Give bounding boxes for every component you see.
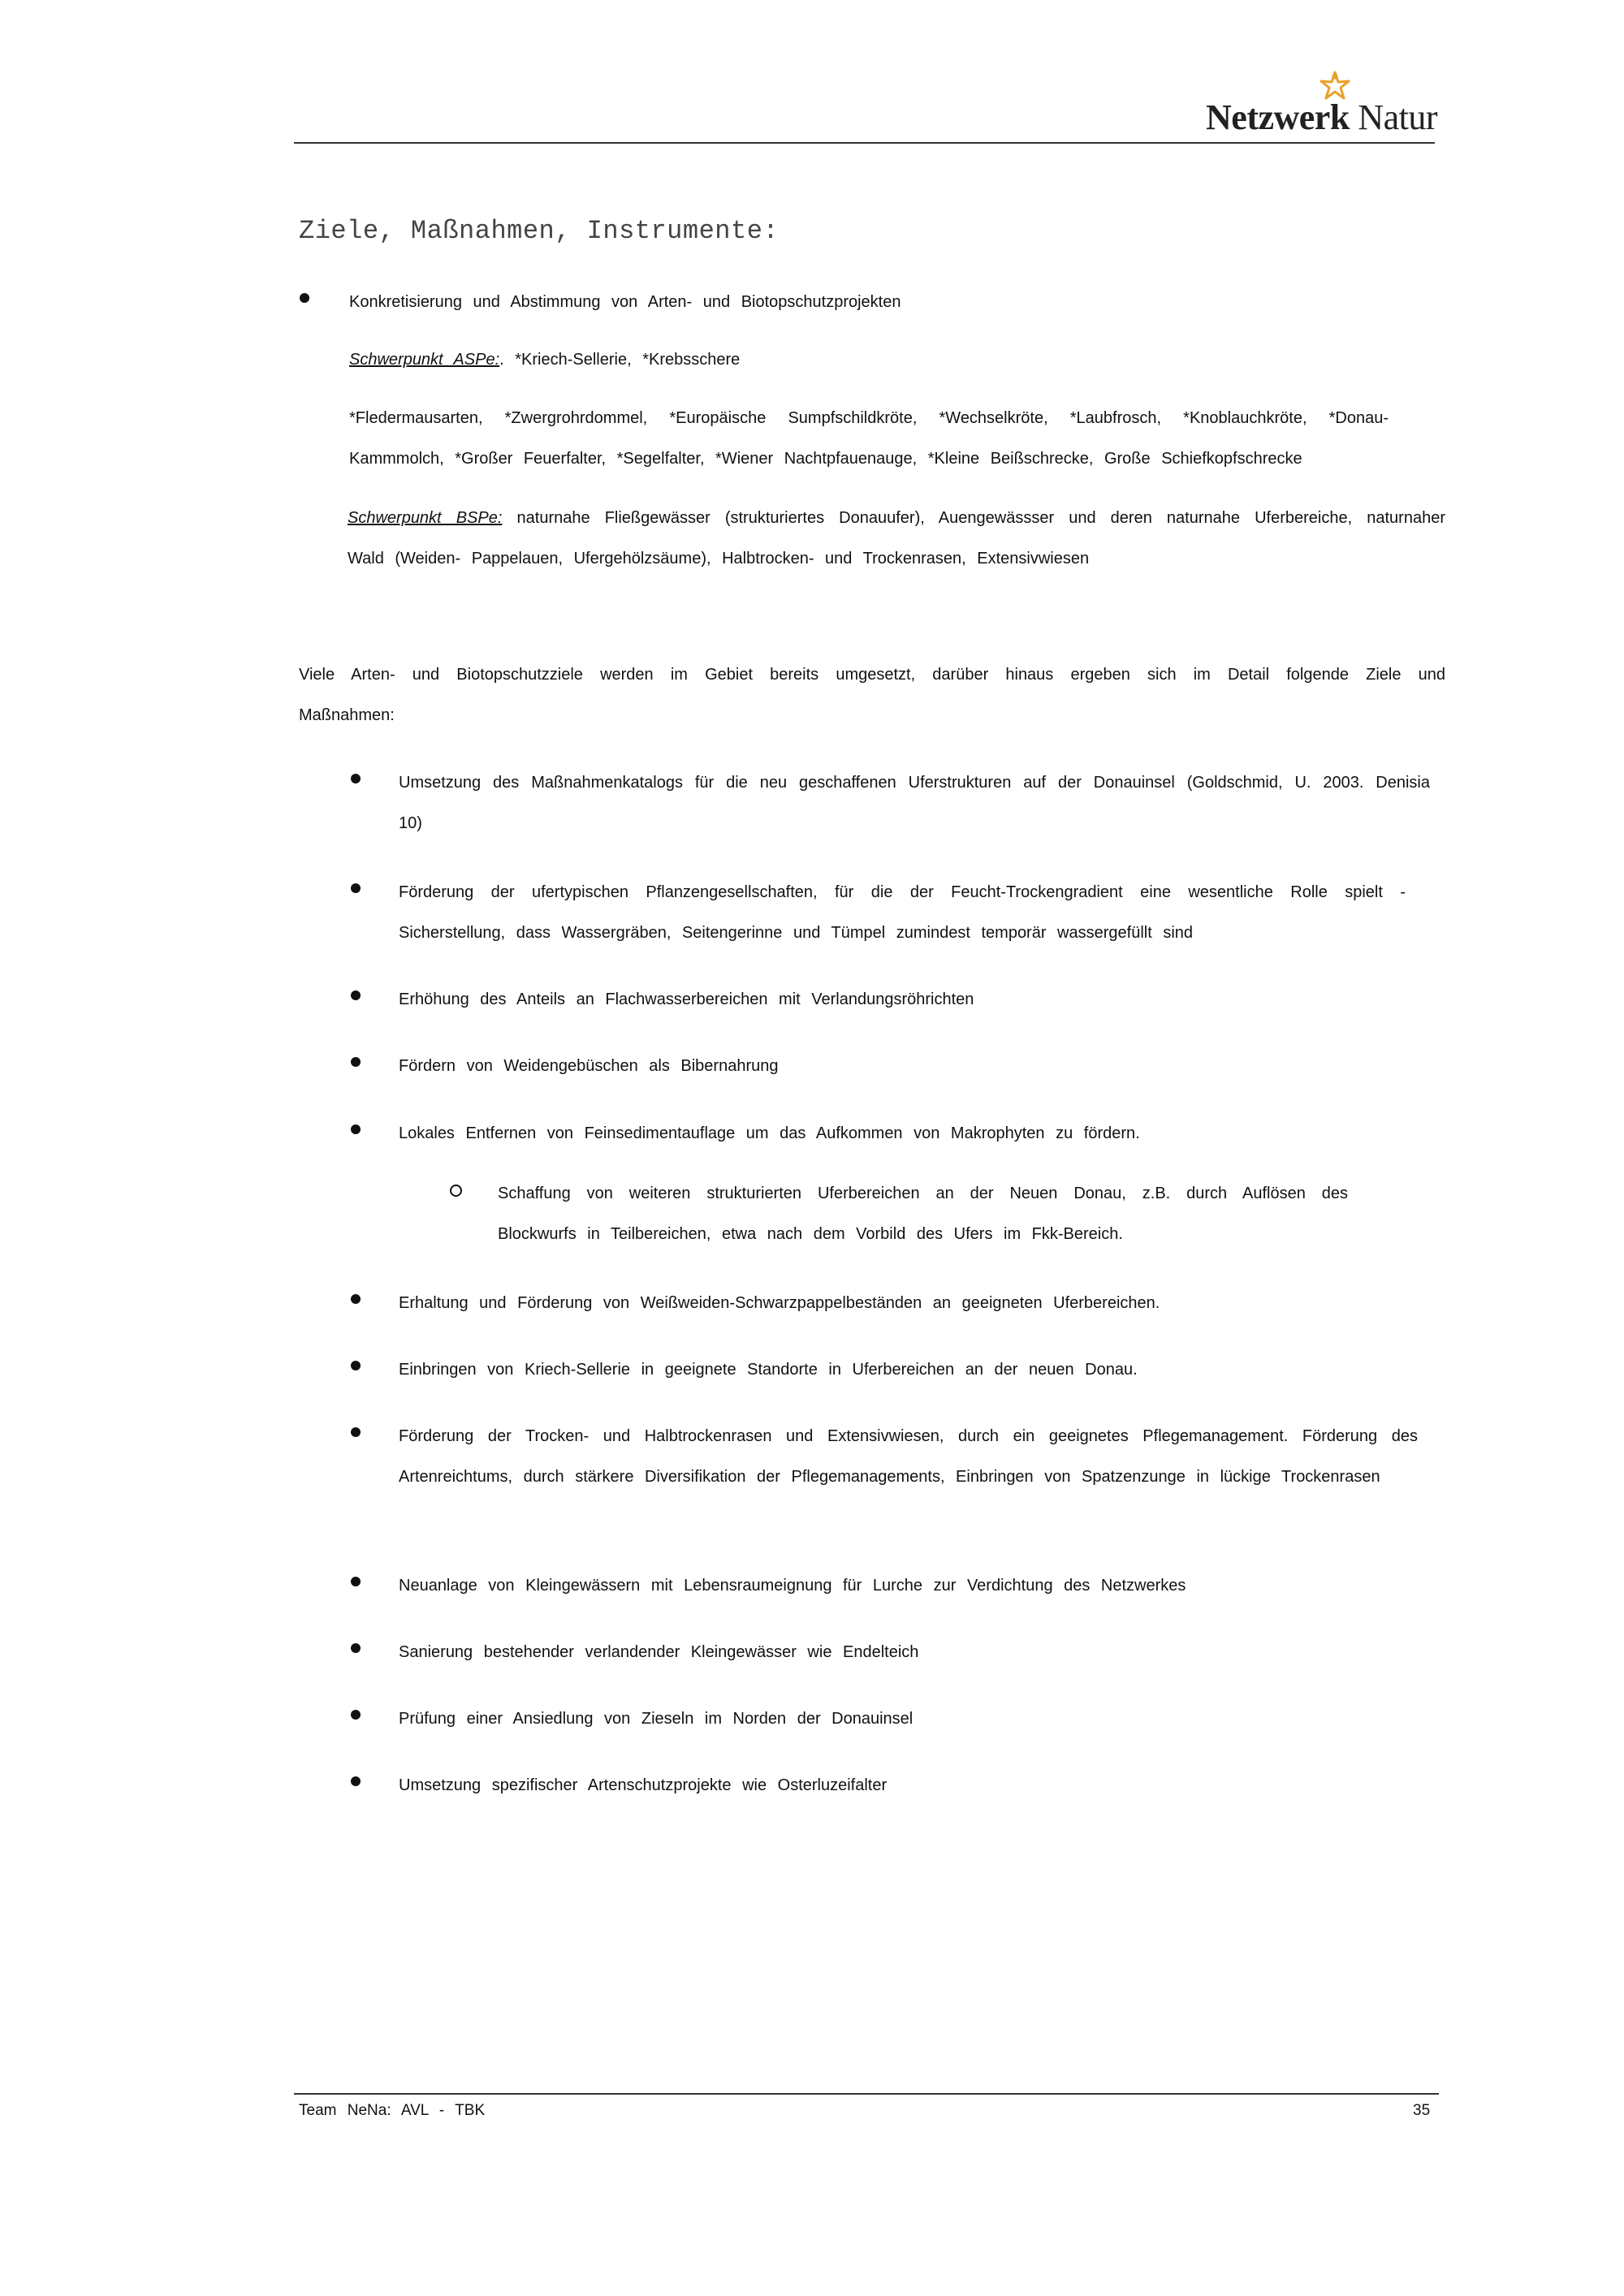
- bullet-icon: [351, 1427, 361, 1437]
- bspe-text: naturnahe Fließgewässer (strukturiertes Donauufer), Auengewässser und deren naturnahe Uferbereiche, naturnaher Wald (Weiden- Pappelauen, Ufergehölzsäume), Halbtrocken- und Trockenrasen, Extensivwiesen: [348, 509, 1445, 568]
- measure-item: Erhaltung und Förderung von Weißweiden-Schwarzpappelbeständen an geeigneten Uferbereichen.: [399, 1294, 1160, 1312]
- bullet-icon: [351, 1361, 361, 1370]
- bullet-icon: [351, 1124, 361, 1134]
- header-divider: [294, 142, 1435, 144]
- measure-item: Sanierung bestehender verlandender Kleingewässer wie Endelteich: [399, 1643, 919, 1661]
- measure-item: Förderung der Trocken- und Halbtrockenrasen und Extensivwiesen, durch ein geeignetes Pflegemanagement. Förderung des Artenreichtums, durch stärkere Diversifikation der Pflegemanagements, Einbringen von Spatzenzunge in lückige Trockenrasen: [399, 1427, 1418, 1486]
- section-title: Ziele, Maßnahmen, Instrumente:: [299, 216, 780, 246]
- bullet-icon: [351, 990, 361, 1000]
- aspe-label: Schwerpunkt ASPe:: [349, 351, 500, 369]
- measure-item: Lokales Entfernen von Feinsedimentauflage um das Aufkommen von Makrophyten zu fördern.: [399, 1124, 1140, 1142]
- aspe-text: . *Kriech-Sellerie, *Krebsschere: [499, 351, 741, 369]
- logo-regular-text: Natur: [1358, 97, 1437, 137]
- measure-item: Neuanlage von Kleingewässern mit Lebensraumeignung für Lurche zur Verdichtung des Netzwerkes: [399, 1577, 1186, 1595]
- bullet-icon: [351, 1577, 361, 1586]
- measure-item: Umsetzung spezifischer Artenschutzprojekte wie Osterluzeifalter: [399, 1776, 888, 1794]
- footer-divider: [294, 2093, 1439, 2095]
- footer-team-label: Team NeNa: AVL - TBK: [299, 2102, 486, 2119]
- measure-item: Umsetzung des Maßnahmenkatalogs für die neu geschaffenen Uferstrukturen auf der Donauinsel (Goldschmid, U. 2003. Denisia 10): [399, 774, 1430, 832]
- bspe-label: Schwerpunkt BSPe:: [348, 509, 503, 527]
- bspe-paragraph: [348, 498, 1445, 579]
- page-number: 35: [1413, 2102, 1431, 2119]
- measure-item: Prüfung einer Ansiedlung von Zieseln im Norden der Donauinsel: [399, 1710, 914, 1728]
- aspe-line: [349, 339, 1445, 380]
- bullet-icon: [351, 883, 361, 893]
- intro-paragraph: Viele Arten- und Biotopschutzziele werden im Gebiet bereits umgesetzt, darüber hinaus ergeben sich im Detail folgende Ziele und Maßnahmen:: [299, 666, 1445, 724]
- bullet-icon: [351, 1776, 361, 1786]
- netzwerk-natur-logo: [1186, 71, 1437, 140]
- bullet-icon: [351, 1710, 361, 1720]
- bullet-icon: [300, 293, 309, 303]
- species-list: *Fledermausarten, *Zwergrohrdommel, *Europäische Sumpfschildkröte, *Wechselkröte, *Laubfrosch, *Knoblauchkröte, *Donau-Kammmolch, *Großer Feuerfalter, *Segelfalter, *Wiener Nachtpfauenauge, *Kleine Beißschrecke, Große Schiefkopfschrecke: [349, 409, 1389, 468]
- measure-item: Einbringen von Kriech-Sellerie in geeignete Standorte in Uferbereichen an der neuen Donau.: [399, 1361, 1138, 1379]
- bullet-icon: [351, 1057, 361, 1067]
- logo-wordmark: [1206, 97, 1437, 138]
- measure-item: Erhöhung des Anteils an Flachwasserbereichen mit Verlandungsröhrichten: [399, 990, 974, 1008]
- bullet-icon: [351, 1643, 361, 1653]
- logo-bold-text: Netzwerk: [1206, 97, 1350, 137]
- measure-item: Förderung der ufertypischen Pflanzengesellschaften, für die der Feucht-Trockengradient eine wesentliche Rolle spielt - Sicherstellung, dass Wassergräben, Seitengerinne und Tümpel zumindest temporär wassergefüllt sind: [399, 883, 1406, 942]
- measure-item: Fördern von Weidengebüschen als Bibernahrung: [399, 1057, 779, 1075]
- intro-bullet-text: Konkretisierung und Abstimmung von Arten- und Biotopschutzprojekten: [349, 293, 901, 311]
- sub-measure-item: Schaffung von weiteren strukturierten Uferbereichen an der Neuen Donau, z.B. durch Auflösen des Blockwurfs in Teilbereichen, etwa nach dem Vorbild des Ufers im Fkk-Bereich.: [498, 1185, 1348, 1243]
- bullet-icon: [351, 1294, 361, 1304]
- sub-bullet-icon: [450, 1185, 462, 1197]
- bullet-icon: [351, 774, 361, 783]
